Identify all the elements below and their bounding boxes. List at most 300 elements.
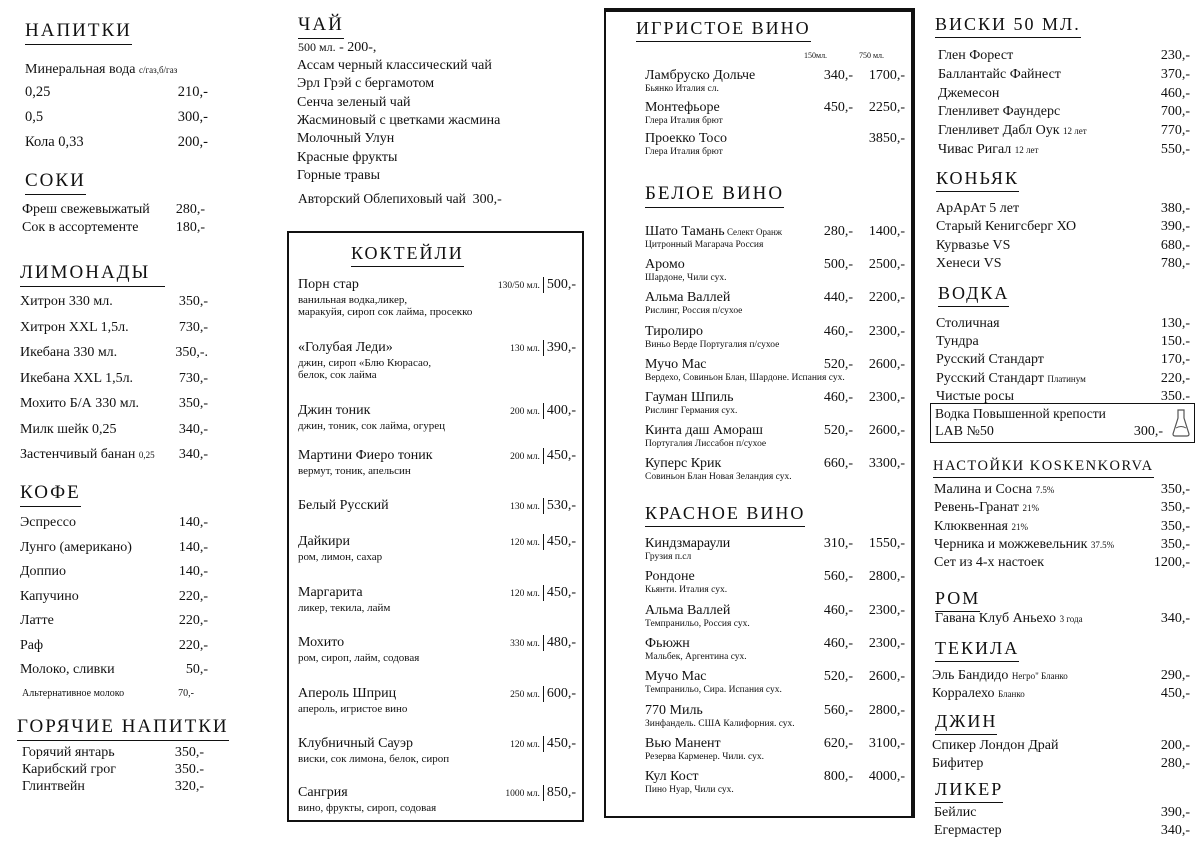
wine-price-bottle: 3100,- — [868, 735, 905, 751]
wine-name-text: Гауман Шпиль — [645, 390, 734, 405]
section-title-hot: ГОРЯЧИЕ НАПИТКИ — [17, 716, 229, 741]
item-name — [936, 256, 1001, 272]
item-price: 350.- — [174, 762, 204, 777]
item-name — [20, 613, 54, 629]
tea-item: Жасминовый с цветками жасмина — [297, 112, 501, 128]
wine-name-text: Рондоне — [645, 569, 695, 585]
item-name-text: 0,5 — [25, 109, 44, 125]
wine-price-glass: 520,- — [823, 423, 853, 439]
wine-name-text: Проекко Тосо — [645, 131, 727, 146]
section-title-juices: СОКИ — [25, 170, 86, 195]
wine-price-bottle: 1550,- — [868, 536, 905, 551]
tea-item: Горные травы — [297, 167, 380, 183]
item-name-text: Гавана Клуб Аньехо — [935, 611, 1057, 626]
wine-name-text: Куперс Крик — [645, 456, 722, 472]
item-name-text: Фреш свежевыжатый — [22, 202, 150, 217]
item-name-text: Гленливет Фаундерс — [938, 104, 1061, 120]
cocktail-volume: 330 мл. — [510, 639, 540, 650]
item-note: 21% — [1022, 503, 1039, 514]
item-name — [22, 202, 150, 218]
section-title-liqueur: ЛИКЕР — [935, 779, 1003, 803]
item-price: 550,- — [1160, 142, 1190, 157]
item-name-text: Эспрессо — [20, 515, 76, 530]
price-divider — [543, 403, 544, 419]
item-price: 220,- — [1160, 370, 1190, 386]
item-name-text: Икебана 330 мл. — [20, 345, 118, 360]
wine-price-bottle: 2300,- — [868, 390, 905, 405]
item-name — [936, 334, 979, 350]
wine-name — [645, 290, 730, 306]
price-divider — [543, 736, 544, 752]
item-price: 50,- — [185, 662, 208, 677]
item-name — [20, 515, 76, 531]
section-title-white: БЕЛОЕ ВИНО — [645, 183, 784, 208]
cocktail-description: вермут, тоник, апельсин — [298, 465, 411, 477]
wine-description: Вердехо, Совиньон Блан, Шардоне. Испания сух. — [645, 372, 845, 383]
item-price: 130,- — [1160, 316, 1190, 331]
cocktail-name: Дайкири — [298, 534, 351, 549]
item-price: 350.- — [1160, 388, 1190, 404]
price-divider — [543, 585, 544, 601]
item-name — [20, 371, 133, 387]
column-2: ЧАЙ 500 мл. - 200-, Ассам черный классический чай Эрл Грэй с бергамотом Сенча зеленый чай Жасминовый с цветками жасмина Молочный Улун Красные фрукты Горные травы Авторский Облепиховый чай 300,- КОКТЕЙЛИ Порн стар 130/50 мл. 500,- ванильная водка,ликер, маракуйя, сироп сок лайма, просекко «Голубая Леди» 130 мл. 390,- джин, сироп «Блю Кюрасао, белок, сок лайма Джин тоник 200 мл. 400,- джин, тоник, сок лайма, огурец Мартини Фиеро тоник 200 мл. 450,- вермут, тоник, апельсин Белый Русский 130 мл. 530,- Дайкири 120 мл. 450,- ром, лимон, сахар Маргарита 120 мл. 450,- ликер, текила, лайм Мохито 330 мл. 480,- ром, сироп, лайм, содовая Апероль Шприц 250 мл. 600,- апероль, игристое вино Клубничный Сауэр 120 мл. 450,- виски, сок лимона, белок, сироп Сангрия 1000 мл. 850,- вино, фрукты, сироп, содовая — [280, 0, 600, 848]
price-divider — [543, 534, 544, 550]
wine-name — [645, 569, 695, 585]
item-price: 140,- — [178, 564, 208, 579]
cocktail-price-group — [505, 785, 576, 802]
item-price: 220,- — [178, 613, 208, 628]
item-name — [934, 519, 1028, 535]
item-name-text: Хенеси VS — [936, 255, 1002, 271]
cocktail-volume: 120 мл. — [510, 740, 540, 751]
wine-description: Португалия Лиссабон п/сухое — [645, 439, 767, 450]
item-price: 460,- — [1160, 85, 1190, 101]
wine-price-glass: 560,- — [823, 702, 853, 718]
column-1: НАПИТКИ Минеральная вода с/газ,б/газ 0,25 210,- 0,5 300,- Кола 0,33 200,- СОКИ Фреш свежевыжатый 280,- Сок в ассортементе 180,- ЛИМОНАДЫ Хитрон 330 мл. 350,- Хитрон XXL 1,5л. 730,- Икебана 330 мл. 350,-. Икебана XXL 1,5л. 730,- Мохито Б/А 330 мл. 350,- Милк шейк 0,25 340,- Застенчивый банан 0,25 340,- КОФЕ Эспрессо 140,- Лунго (американо) 140,- Доппио 140,- Капучино 220,- Латте 220,- Раф 220,- Молоко, сливки 50,- Альтернативное молоко 70,- ГОРЯЧИЕ НАПИТКИ Горячий янтарь 350,- Карибский грог 350.- Глинтвейн 320,- — [17, 20, 229, 794]
tea-item: Молочный Улун — [297, 131, 395, 147]
section-title-tinctures: НАСТОЙКИ KOSKENKORVA — [933, 458, 1154, 478]
cocktail-name: Апероль Шприц — [298, 686, 397, 701]
item-price: 730,- — [178, 370, 208, 386]
wine-description: Глера Италия брют — [645, 115, 723, 126]
wine-name-text: Кул Кост — [645, 769, 699, 785]
cocktail-price: 450,- — [546, 585, 576, 601]
price-divider — [543, 785, 544, 801]
item-name-text: Бифитер — [932, 756, 984, 771]
item-price: 340,- — [178, 421, 208, 437]
section-title-lemonades: ЛИМОНАДЫ — [20, 262, 165, 287]
cocktail-price: 600,- — [546, 686, 576, 702]
cocktail-price-group — [510, 635, 576, 652]
cocktail-description: маракуйя, сироп сок лайма, просекко — [298, 306, 473, 318]
item-name-text: Глен Форест — [938, 48, 1014, 63]
wine-description: Зинфандель. США Калифорния. сух. — [645, 718, 795, 729]
item-name-text: Сет из 4-х настоек — [934, 555, 1045, 571]
cocktail-price: 450,- — [546, 534, 576, 550]
item-name-text: Карибский грог — [22, 762, 116, 777]
wine-description: Грузия п.сл — [645, 552, 692, 562]
item-name-text: Застенчивый банан — [20, 447, 136, 462]
item-price: 350,- — [1160, 500, 1190, 516]
wine-name-text: Мучо Мас — [645, 356, 707, 372]
item-name — [22, 220, 138, 236]
tea-item: Ассам черный классический чай — [297, 58, 492, 73]
item-name — [22, 762, 116, 778]
wine-name-text: Вью Манент — [645, 735, 721, 751]
item-price: 290,- — [1160, 668, 1190, 683]
price-divider — [543, 635, 544, 651]
cocktail-price-group — [510, 686, 576, 703]
price-divider — [543, 498, 544, 514]
wine-price-glass: 460,- — [823, 323, 853, 339]
item-price: 700,- — [1160, 104, 1190, 120]
wine-price-glass: 440,- — [823, 290, 853, 306]
cocktail-price-group — [510, 585, 576, 602]
wine-price-glass: 310,- — [823, 536, 853, 551]
wine-description: Виньо Верде Португалия п/сухое — [645, 339, 780, 350]
flask-icon — [1172, 408, 1190, 438]
wine-price-bottle: 2250,- — [868, 99, 905, 115]
wine-name-text: Альма Валлей — [645, 602, 731, 618]
item-name — [938, 142, 1038, 158]
wine-name-text: Тиролиро — [645, 323, 703, 339]
wine-name — [645, 769, 698, 785]
cocktails-box — [287, 231, 584, 822]
cocktail-description: вино, фрукты, сироп, содовая — [298, 802, 437, 814]
item-note: 0,25 — [138, 450, 155, 460]
wine-description: Темпранильо, Сира. Испания сух. — [645, 685, 782, 696]
wine-name-text: Шато Тамань — [645, 224, 725, 239]
item-name — [20, 540, 132, 556]
wine-price-bottle: 2500,- — [868, 257, 905, 273]
cocktail-name: Мартини Фиеро тоник — [298, 448, 433, 463]
item-name-text: Гленливет Дабл Оук — [938, 123, 1060, 139]
wine-name-extra: Селект Оранж — [724, 227, 782, 237]
item-name — [934, 537, 1114, 553]
item-name — [20, 396, 139, 412]
cocktail-description: ром, лимон, сахар — [298, 551, 383, 563]
wine-price-glass: 460,- — [823, 390, 853, 405]
cocktail-price-group — [510, 498, 576, 515]
wine-name — [645, 456, 721, 472]
cocktail-price-group — [498, 277, 576, 294]
item-name — [938, 48, 1013, 64]
item-price: 450,- — [1160, 686, 1190, 701]
wine-price-bottle: 4000,- — [868, 769, 905, 785]
price-divider — [543, 340, 544, 356]
price-divider — [543, 686, 544, 702]
item-price: 350,- — [1160, 482, 1190, 497]
item-name — [935, 611, 1083, 627]
wine-name — [645, 390, 734, 406]
wine-price-glass: 450,- — [823, 99, 853, 115]
wine-description: Пино Нуар, Чили сух. — [645, 785, 734, 796]
item-price: 340,- — [1160, 611, 1190, 626]
wine-price-bottle: 3850,- — [868, 131, 905, 146]
item-price: 140,- — [178, 539, 208, 555]
item-price: 350,- — [1160, 536, 1190, 552]
item-name — [936, 316, 1000, 332]
item-name-text: Доппио — [20, 564, 67, 579]
wine-description: Рислинг, Россия п/сухое — [645, 306, 743, 317]
wine-price-glass: 460,- — [823, 635, 853, 651]
item-price: 200,- — [1160, 738, 1190, 753]
item-name — [932, 668, 1068, 684]
cocktail-price: 850,- — [546, 785, 576, 801]
cocktail-name: Мохито — [298, 635, 345, 650]
item-name — [22, 779, 85, 795]
section-title-gin: ДЖИН — [935, 711, 997, 735]
item-price: 350,- — [174, 745, 204, 760]
wine-description: Цитронный Магарача Россия — [645, 240, 764, 250]
section-title-coffee: КОФЕ — [20, 482, 81, 507]
wine-name — [645, 423, 763, 439]
section-title-red: КРАСНОЕ ВИНО — [645, 503, 805, 527]
item-name-text: Столичная — [936, 316, 1000, 331]
item-name — [938, 104, 1060, 120]
cocktail-name: «Голубая Леди» — [298, 340, 393, 355]
wine-name-text: Ламбруско Дольче — [645, 68, 756, 83]
item-price: 340,- — [178, 447, 208, 462]
wine-description: Шардоне, Чили сух. — [645, 273, 727, 284]
cocktail-description: ликер, текила, лайм — [298, 602, 391, 614]
wine-price-glass: 340,- — [823, 68, 853, 83]
cocktail-description: ром, сироп, лайм, содовая — [298, 652, 420, 664]
item-price: 680,- — [1160, 237, 1190, 253]
price-divider — [543, 448, 544, 464]
wine-price-glass: 280,- — [823, 224, 853, 239]
tea-item: Красные фрукты — [297, 149, 398, 165]
item-price: 770,- — [1160, 123, 1190, 139]
item-price: 230,- — [1160, 48, 1190, 63]
item-name-text: Раф — [20, 637, 44, 653]
wine-price-bottle: 1400,- — [868, 224, 905, 239]
cocktail-price-group — [510, 534, 576, 551]
cocktail-price: 400,- — [546, 403, 576, 419]
wine-name — [645, 68, 755, 84]
item-note: 21% — [1011, 521, 1028, 532]
item-name — [932, 686, 1025, 702]
wine-name-text: Фьюжн — [645, 635, 690, 651]
wine-name-text: Мучо Мас — [645, 669, 707, 685]
wine-name — [645, 669, 707, 685]
item-price: 210,- — [177, 84, 208, 100]
wine-description: Глера Италия брют — [645, 147, 723, 157]
wine-price-bottle: 2300,- — [868, 602, 905, 618]
item-name-text: Малина и Сосна — [934, 482, 1033, 497]
item-name-text: Глинтвейн — [22, 779, 85, 794]
item-name-text: Молоко, сливки — [20, 662, 115, 677]
wine-price-bottle: 3300,- — [868, 456, 905, 472]
item-name-text: Эль Бандидо — [932, 668, 1009, 683]
item-name-text: Корралехо — [932, 686, 995, 701]
item-name-text: Тундра — [936, 334, 979, 350]
item-name-text: Русский Стандарт — [936, 370, 1044, 386]
item-name — [25, 84, 50, 100]
item-price: 370,- — [1160, 66, 1190, 82]
wine-name — [645, 736, 721, 752]
cocktail-name: Белый Русский — [298, 498, 389, 513]
cocktail-volume: 120 мл. — [510, 589, 540, 600]
item-name-text: Лунго (американо) — [20, 539, 132, 555]
cocktail-volume: 250 мл. — [510, 690, 540, 701]
item-name — [20, 564, 66, 580]
section-title-drinks: НАПИТКИ — [25, 20, 132, 45]
item-name — [938, 123, 1087, 139]
cocktail-description: джин, тоник, сок лайма, огурец — [298, 420, 446, 432]
cocktail-volume: 130/50 мл. — [497, 281, 540, 292]
cocktail-price-group — [510, 340, 576, 357]
item-name — [936, 238, 1010, 254]
item-note: Негро" Бланко — [1011, 671, 1068, 681]
item-price: 1200,- — [1153, 555, 1190, 571]
wine-name — [645, 536, 730, 552]
item-name — [934, 482, 1054, 498]
wine-price-glass: 660,- — [823, 456, 853, 472]
wine-price-bottle: 1700,- — [868, 68, 905, 83]
item-price: 380,- — [1160, 201, 1190, 216]
item-name-text: Хитрон 330 мл. — [20, 294, 113, 309]
item-name-text: Латте — [20, 613, 54, 628]
cocktail-price: 450,- — [546, 448, 576, 464]
wine-name-text: 770 Миль — [645, 702, 703, 718]
cocktail-volume: 200 мл. — [510, 407, 540, 418]
item-name — [20, 638, 43, 654]
section-title-cognac: КОНЬЯК — [936, 168, 1019, 192]
item-name — [936, 371, 1086, 387]
item-name — [25, 134, 84, 150]
item-name-text: Икебана XXL 1,5л. — [20, 370, 134, 386]
item-name — [936, 219, 1076, 235]
item-note: 3 года — [1059, 614, 1083, 624]
item-price: 390,- — [1160, 219, 1190, 235]
item-name-text: Спикер Лондон Драй — [932, 738, 1059, 753]
item-name-text: Клюквенная — [934, 518, 1008, 534]
item-name — [20, 294, 113, 310]
item-price: 150.- — [1160, 334, 1190, 350]
cocktail-price: 480,- — [546, 635, 576, 651]
wine-name-text: Аромо — [645, 257, 685, 273]
wine-price-glass: 460,- — [823, 602, 853, 618]
wine-price-bottle: 2600,- — [868, 423, 905, 439]
item-price: 320,- — [174, 779, 204, 794]
item-price: 170,- — [1160, 352, 1190, 368]
wine-description: Кьянти. Италия сух. — [645, 585, 728, 596]
item-name — [936, 352, 1044, 368]
item-name — [936, 201, 1019, 217]
section-title-whisky: ВИСКИ 50 МЛ. — [935, 14, 1081, 38]
tea-item: Эрл Грэй с бергамотом — [297, 76, 435, 92]
wine-name — [645, 100, 720, 116]
wine-price-bottle: 2600,- — [868, 669, 905, 685]
item-name-text: Старый Кенигсберг ХО — [936, 219, 1077, 235]
item-name — [25, 109, 43, 125]
wine-description: Совиньон Блан Новая Зеландия сух. — [645, 472, 792, 483]
cocktail-volume: 200 мл. — [510, 452, 540, 463]
item-price: 200,- — [177, 134, 208, 150]
item-price: 340,- — [1160, 823, 1190, 838]
item-price: 350,- — [178, 294, 208, 309]
item-name-text: Сок в ассортементе — [22, 220, 139, 235]
item-name-text: Ревень-Гранат — [934, 500, 1019, 516]
item-name — [938, 86, 999, 102]
cocktail-volume: 1000 мл. — [505, 789, 540, 800]
wine-price-glass: 520,- — [823, 356, 853, 372]
item-name-text: Мохито Б/А 330 мл. — [20, 396, 140, 411]
item-name-text: Милк шейк 0,25 — [20, 421, 117, 437]
item-name — [934, 500, 1039, 516]
section-title-tequila: ТЕКИЛА — [935, 638, 1019, 662]
item-price: 390,- — [1160, 805, 1190, 820]
cocktail-price: 450,- — [546, 736, 576, 752]
price-divider — [543, 277, 544, 293]
item-name — [20, 662, 115, 678]
wine-price-glass: 620,- — [823, 735, 853, 751]
cocktail-price-group — [510, 448, 576, 465]
item-name-text: Чивас Ригал — [938, 142, 1012, 157]
item-note: 12 лет — [1014, 145, 1039, 155]
wine-name — [645, 324, 703, 340]
item-price: 180,- — [175, 220, 205, 235]
item-note: 7.5% — [1035, 485, 1055, 495]
section-title-tea: ЧАЙ — [298, 14, 344, 39]
item-name — [934, 555, 1044, 571]
item-note: Платинум — [1047, 373, 1086, 384]
item-name-text: Бейлис — [934, 805, 977, 820]
item-price: 350,- — [178, 396, 208, 411]
cocktail-name: Маргарита — [298, 585, 363, 600]
cocktail-volume: 120 мл. — [510, 538, 540, 549]
item-name-text: АрАрАт 5 лет — [936, 201, 1020, 216]
section-title-cocktails: КОКТЕЙЛИ — [351, 243, 464, 267]
wine-name — [645, 636, 690, 652]
cocktail-price: 390,- — [546, 340, 576, 356]
item-name-text: Курвазье VS — [936, 237, 1011, 253]
cocktail-price: 530,- — [546, 498, 576, 514]
item-note: 12 лет — [1063, 126, 1087, 137]
wine-price-bottle: 2800,- — [868, 702, 905, 718]
item-name-text: Чистые росы — [936, 388, 1015, 404]
wine-price-bottle: 2600,- — [868, 356, 905, 372]
item-name-text: Баллантайс Файнест — [938, 66, 1061, 82]
item-name-text: Джемесон — [938, 85, 1000, 101]
section-title-vodka: ВОДКА — [938, 283, 1009, 307]
wine-price-bottle: 2300,- — [868, 635, 905, 651]
wine-name — [645, 224, 782, 240]
item-name-text: Горячий янтарь — [22, 745, 115, 760]
wine-name-text: Альма Валлей — [645, 290, 731, 306]
item-name — [20, 320, 129, 336]
cocktail-name: Сангрия — [298, 785, 348, 800]
cocktail-description: ванильная водка,ликер, — [298, 294, 408, 306]
item-name-text: Кола 0,33 — [25, 134, 84, 150]
column-4: ВИСКИ 50 МЛ. Глен Форест 230,- Баллантайс Файнест 370,- Джемесон 460,- Гленливет Фаундерс 700,- Гленливет Дабл Оук 12 лет 770,- Чивас Ригал 12 лет 550,- КОНЬЯК АрАрАт 5 лет 380,- Старый Кенигсберг ХО 390,- Курвазье VS 680,- Хенеси VS 780,- ВОДКА Столичная 130,- Тундра 150.- Русский Стандарт 170,- Русский Стандарт Платинум 220,- Чистые росы 350.- Водка Повышенной крепости LAB №50 300,- НАСТОЙКИ KOSKENKORVA Малина и Сосна 7.5% 350,- Ревень-Гранат 21% 350,- Клюквенная 21% 350,- Черника и можжевельник 37.5% 350,- Сет из 4-х настоек 1200,- РОМ Гавана Клуб Аньехо 3 года 340,- ТЕКИЛА Эль Бандидо Негро" Бланко 290,- Корралехо Бланко 450,- ДЖИН Спикер Лондон Драй 200,- Бифитер 280,- ЛИКЕР Бейлис 390,- Егермастер 340,- — [920, 0, 1200, 848]
item-name-text: Русский Стандарт — [936, 352, 1044, 368]
item-name-text: Хитрон XXL 1,5л. — [20, 319, 129, 335]
wine-name — [645, 603, 730, 619]
item-name — [934, 823, 1002, 839]
item-price: 280,- — [1160, 756, 1190, 771]
item-name — [20, 345, 117, 361]
item-price: 730,- — [178, 319, 208, 335]
item-price: 140,- — [178, 515, 208, 530]
item-name — [20, 422, 117, 438]
item-name-text: Капучино — [20, 588, 79, 604]
item-price: 280,- — [175, 202, 205, 217]
section-title-rum: РОМ — [935, 588, 980, 612]
cocktail-name: Клубничный Сауэр — [298, 736, 414, 751]
tea-item: Сенча зеленый чай — [297, 94, 411, 110]
